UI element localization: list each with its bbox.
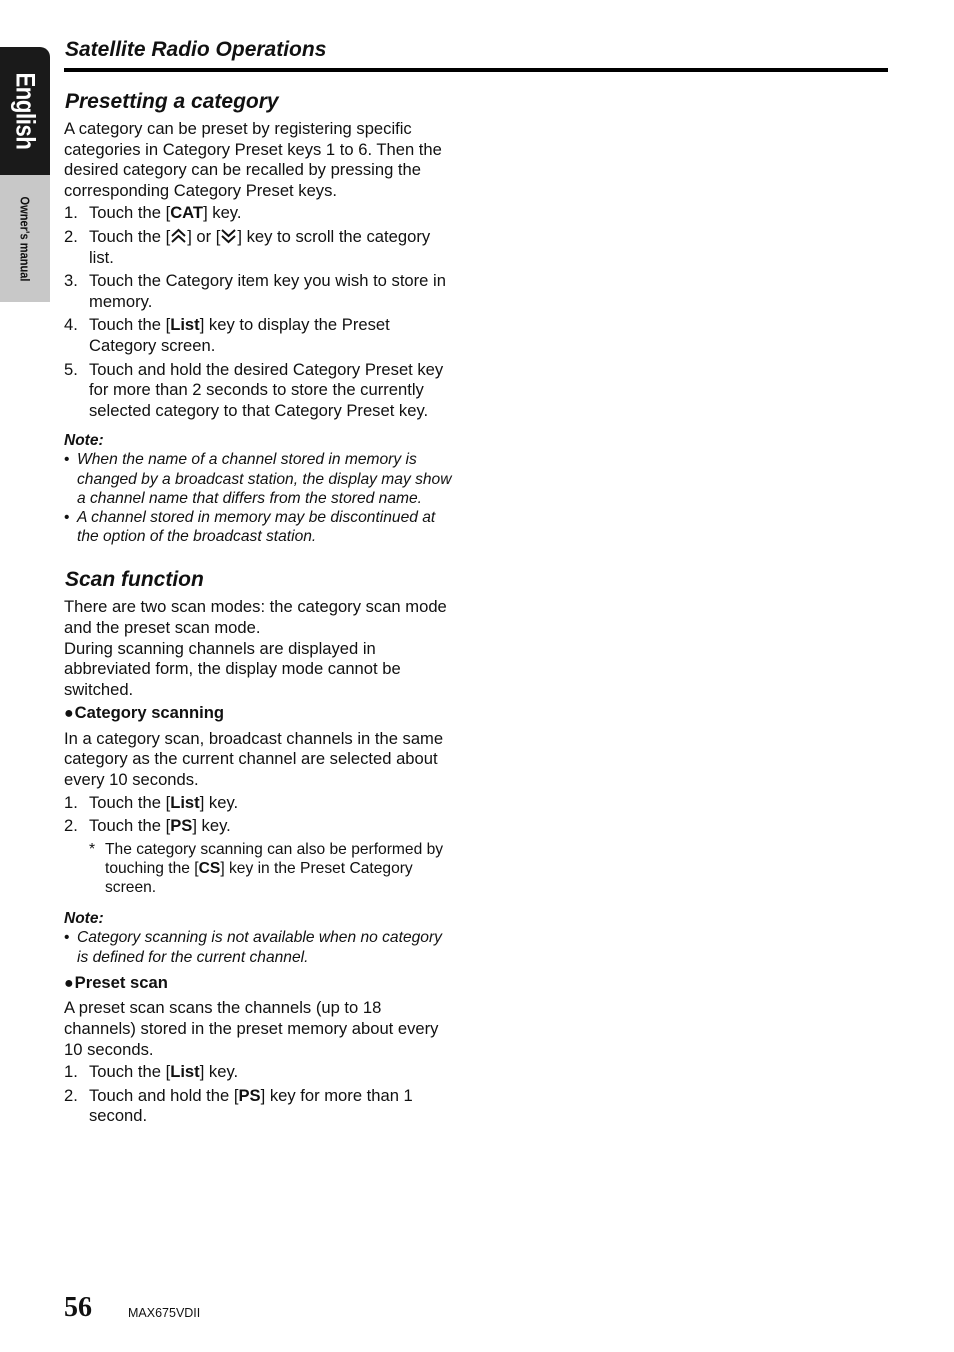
step-text: Touch the [ <box>89 1062 171 1082</box>
scan-intro-2: During scanning channels are displayed in abbreviated form, the display mode cannot be switched. <box>64 638 401 699</box>
presetting-note-label: Note: <box>64 432 104 450</box>
bullet-icon: • <box>64 451 70 469</box>
double-chevron-down-icon <box>220 227 237 245</box>
key-cs: CS <box>198 860 221 878</box>
step-number: 1. <box>64 203 78 223</box>
step-text: ] key to scroll the category list. <box>89 226 431 267</box>
bullet-icon: • <box>64 508 70 526</box>
category-note-label: Note: <box>64 910 104 928</box>
bullet-icon: • <box>64 929 70 947</box>
category-scanning-steps <box>64 793 456 837</box>
step-text: Touch the [ <box>89 315 171 335</box>
list-item <box>64 271 456 312</box>
key-list: List <box>170 315 200 335</box>
step-text: ] key. <box>199 792 239 812</box>
category-scanning-heading <box>64 703 456 725</box>
page-number: 56 <box>64 1292 92 1323</box>
list-item <box>64 360 456 422</box>
owners-manual-label: Owner's manual <box>17 196 33 281</box>
step-number: 4. <box>64 315 78 335</box>
subheading-text: Category scanning <box>74 703 225 723</box>
preset-scan-heading <box>64 973 456 995</box>
step-text: ] key for more than 1 second. <box>89 1085 413 1126</box>
manual-tab-block <box>0 175 50 302</box>
step-text: ] key. <box>192 816 231 836</box>
language-tab-block <box>0 47 50 175</box>
step-text: Touch the [ <box>89 226 171 246</box>
step-number: 2. <box>64 226 78 246</box>
list-item <box>64 793 456 814</box>
list-item <box>64 928 456 966</box>
black-circle-icon: ● <box>64 974 74 992</box>
presetting-notes <box>64 450 456 546</box>
step-text: Touch and hold the [ <box>89 1085 239 1105</box>
category-notes <box>64 928 456 966</box>
list-item <box>64 1062 456 1083</box>
step-text: Touch the [ <box>89 792 171 812</box>
note-text: When the name of a channel stored in memory is changed by a broadcast station, the display may show a channel name that differs from the stored name. <box>77 451 452 507</box>
footnote-text: The category scanning can also be performed by touching the [ <box>105 840 444 878</box>
step-text: Touch the Category item key you wish to store in memory. <box>89 271 446 311</box>
presetting-intro: A category can be preset by registering specific categories in Category Preset keys 1 to 6. Then the desired category can be recalled by pressing the corresponding Category Preset keys. <box>64 119 442 200</box>
list-item <box>64 203 456 224</box>
category-scanning-footnote <box>64 840 456 898</box>
step-number: 5. <box>64 359 78 379</box>
language-side-tab <box>0 47 50 302</box>
header-rule <box>64 68 888 72</box>
subheading-text: Preset scan <box>74 972 168 992</box>
model-name: MAX675VDII <box>128 1306 201 1320</box>
step-text: Touch the [ <box>89 816 171 836</box>
scan-heading: Scan function <box>65 568 204 592</box>
presetting-steps <box>64 203 456 421</box>
step-number: 1. <box>64 1062 78 1082</box>
scan-intro-1: There are two scan modes: the category scan mode and the preset scan mode. <box>64 597 447 637</box>
double-chevron-up-icon <box>170 227 187 245</box>
footnote-text: ] key in the Preset Category screen. <box>105 860 413 897</box>
main-column <box>64 88 456 1130</box>
step-number: 2. <box>64 1085 78 1105</box>
note-text: Category scanning is not available when no category is defined for the current channel. <box>77 929 442 966</box>
note-text: A channel stored in memory may be discontinued at the option of the broadcast station. <box>77 508 436 546</box>
section-title: Satellite Radio Operations <box>65 38 327 61</box>
language-label: English <box>10 72 41 150</box>
asterisk-icon: * <box>89 840 96 858</box>
step-number: 3. <box>64 271 78 291</box>
step-text: ] key to display the Preset Category screen. <box>89 315 390 355</box>
list-item <box>64 508 456 546</box>
key-list: List <box>170 1062 200 1082</box>
step-number: 2. <box>64 816 78 836</box>
preset-scan-steps <box>64 1062 456 1127</box>
step-text: Touch and hold the desired Category Preset key for more than 2 seconds to store the currently selected category to that Category Preset key. <box>89 359 444 420</box>
key-cat: CAT <box>170 203 204 223</box>
category-scanning-intro: In a category scan, broadcast channels in the same category as the current channel are selected about every 10 seconds. <box>64 728 444 790</box>
black-circle-icon: ● <box>64 705 74 723</box>
list-item <box>64 450 456 508</box>
list-item <box>64 227 456 268</box>
step-text: Touch the [ <box>89 203 171 223</box>
preset-scan-intro: A preset scan scans the channels (up to 18 channels) stored in the preset memory about every 10 seconds. <box>64 998 439 1059</box>
list-item <box>64 315 456 356</box>
presetting-heading: Presetting a category <box>65 90 279 113</box>
key-list: List <box>170 792 200 812</box>
list-item <box>64 1086 456 1127</box>
step-number: 1. <box>64 792 78 812</box>
step-text: ] or [ <box>187 226 221 246</box>
step-text: ] key. <box>203 203 242 223</box>
step-text: ] key. <box>199 1062 239 1082</box>
list-item <box>64 816 456 837</box>
key-ps: PS <box>170 816 193 836</box>
key-ps: PS <box>238 1085 261 1105</box>
